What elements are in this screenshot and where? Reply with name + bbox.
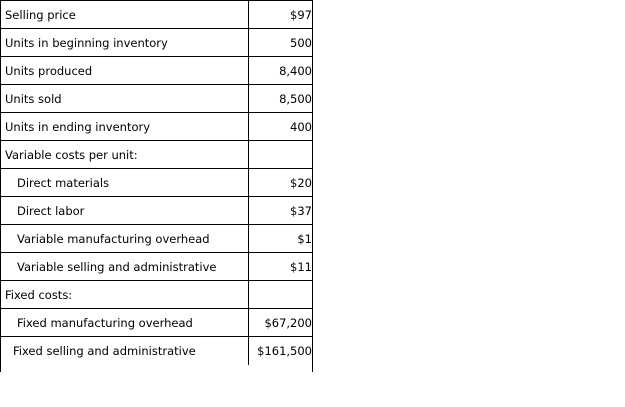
table-row — [1, 253, 313, 281]
table-row — [1, 309, 313, 337]
cost-data-table — [1, 0, 313, 365]
row-label-selling-price: Selling price — [1, 1, 248, 29]
row-value-beginning-inventory: 500 — [248, 29, 313, 57]
row-value-direct-labor: $37 — [248, 197, 313, 225]
table-row — [1, 113, 313, 141]
table-row — [1, 57, 313, 85]
row-value-fixed-selling-admin: $161,500 — [248, 337, 313, 365]
row-value-selling-price: $97 — [248, 1, 313, 29]
row-value-empty — [248, 141, 313, 169]
row-value-direct-materials: $20 — [248, 169, 313, 197]
row-value-empty — [248, 281, 313, 309]
row-label-variable-mfg-overhead: Variable manufacturing overhead — [1, 225, 248, 253]
table-row — [1, 281, 313, 309]
table-row — [1, 169, 313, 197]
row-label-ending-inventory: Units in ending inventory — [1, 113, 248, 141]
table-row — [1, 29, 313, 57]
table-row — [1, 197, 313, 225]
table-row — [1, 1, 313, 29]
row-value-ending-inventory: 400 — [248, 113, 313, 141]
section-heading-variable-costs: Variable costs per unit: — [1, 141, 248, 169]
row-value-units-sold: 8,500 — [248, 85, 313, 113]
row-label-units-produced: Units produced — [1, 57, 248, 85]
table-row — [1, 337, 313, 365]
table-row — [1, 225, 313, 253]
row-label-fixed-mfg-overhead: Fixed manufacturing overhead — [1, 309, 248, 337]
row-label-beginning-inventory: Units in beginning inventory — [1, 29, 248, 57]
row-value-units-produced: 8,400 — [248, 57, 313, 85]
row-value-variable-selling-admin: $11 — [248, 253, 313, 281]
row-label-fixed-selling-admin: Fixed selling and administrative — [1, 337, 248, 365]
cost-data-table-container — [0, 0, 313, 372]
section-heading-fixed-costs: Fixed costs: — [1, 281, 248, 309]
row-label-units-sold: Units sold — [1, 85, 248, 113]
table-row — [1, 141, 313, 169]
row-value-variable-mfg-overhead: $1 — [248, 225, 313, 253]
row-label-variable-selling-admin: Variable selling and administrative — [1, 253, 248, 281]
row-value-fixed-mfg-overhead: $67,200 — [248, 309, 313, 337]
row-label-direct-materials: Direct materials — [1, 169, 248, 197]
row-label-direct-labor: Direct labor — [1, 197, 248, 225]
table-row — [1, 85, 313, 113]
